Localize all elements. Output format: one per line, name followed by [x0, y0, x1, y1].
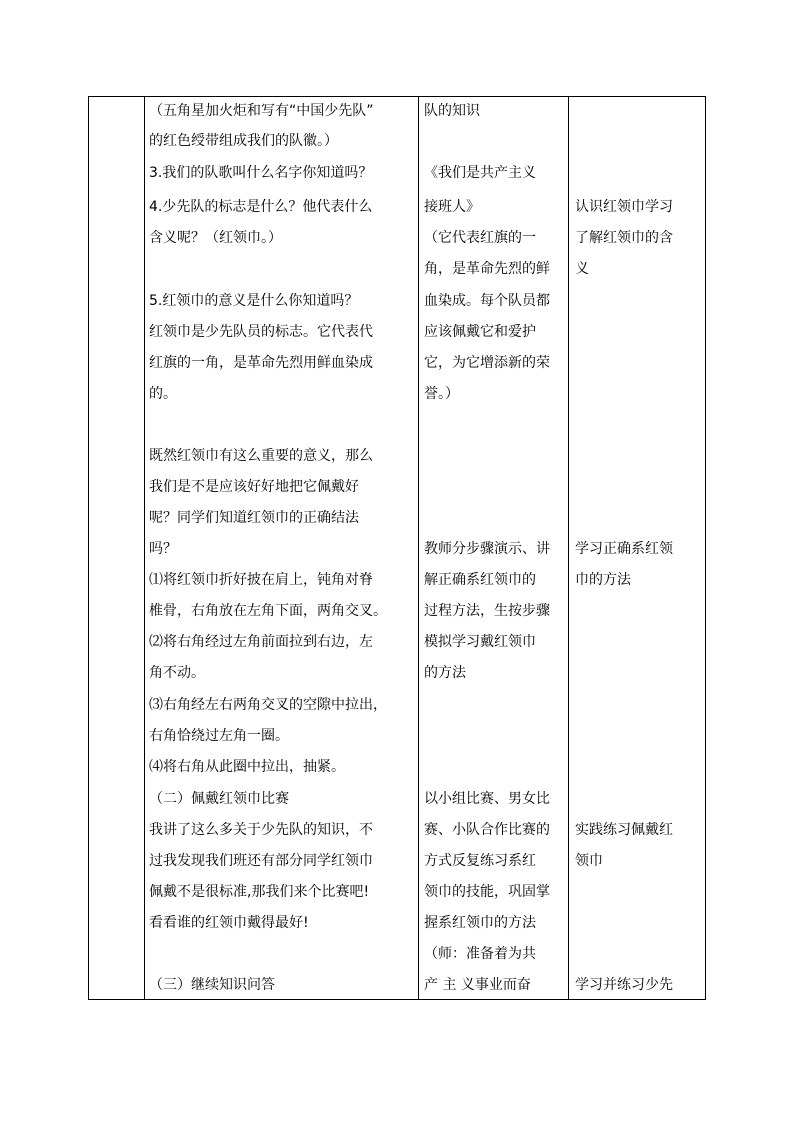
- content-line: 领巾的技能，巩固掌: [424, 884, 550, 900]
- content-line: 红旗的一角，是革命先烈用鲜血染成: [149, 355, 373, 371]
- content-line: 方式反复练习系红: [424, 853, 536, 869]
- content-line: 以小组比赛、男女比: [424, 791, 550, 807]
- content-line: 领巾: [575, 853, 603, 869]
- teaching-content-column: [145, 97, 418, 999]
- content-line: 义: [575, 261, 589, 277]
- content-line: 看看谁的红领巾戴得最好!: [149, 915, 309, 931]
- content-line: 解正确系红领巾的: [424, 572, 536, 588]
- content-line: 巾的方法: [575, 572, 631, 588]
- content-line: 《我们是共产主义: [424, 165, 536, 181]
- content-line: 学习正确系红领: [575, 541, 673, 557]
- section-heading: （三）继续知识问答: [149, 977, 275, 993]
- section-heading: （二）佩戴红领巾比赛: [149, 791, 289, 807]
- content-line: 吗？: [149, 541, 177, 557]
- content-line: 教师分步骤演示、讲: [424, 541, 550, 557]
- content-line: 接班人》: [424, 199, 480, 215]
- content-line: （五角星加火炬和写有“中国少先队”: [149, 103, 374, 119]
- content-line: 队的知识: [424, 103, 480, 119]
- content-line: ⑷将右角从此圈中拉出，抽紧。: [149, 759, 345, 775]
- content-line: 认识红领巾学习: [575, 199, 673, 215]
- content-line: 握系红领巾的方法: [424, 915, 536, 931]
- content-line: 它，为它增添新的荣: [424, 355, 550, 371]
- content-line: 我讲了这么多关于少先队的知识，不: [149, 822, 373, 838]
- content-line: 右角恰绕过左角一圈。: [149, 728, 289, 744]
- content-line: 实践练习佩戴红: [575, 822, 673, 838]
- content-line: （它代表红旗的一: [424, 230, 536, 246]
- teacher-activity-column: [419, 97, 568, 999]
- content-line: ⑶右角经左右两角交叉的空隙中拉出，: [149, 697, 387, 713]
- content-line: ⑵将右角经过左角前面拉到右边，左: [149, 634, 373, 650]
- content-line: 的。: [149, 386, 177, 402]
- design-intent-column: [569, 97, 706, 999]
- content-line: 3.我们的队歌叫什么名字你知道吗？: [149, 165, 373, 181]
- content-line: 的方法: [424, 665, 466, 681]
- content-line: 呢？同学们知道红领巾的正确结法: [149, 510, 359, 526]
- content-line: 椎骨，右角放在左角下面，两角交叉。: [149, 603, 387, 619]
- content-line: 既然红领巾有这么重要的意义，那么: [149, 448, 373, 464]
- content-line: 产 主 义事业而奋: [424, 977, 531, 993]
- lesson-plan-table: [88, 96, 706, 1000]
- content-line: 过程方法，生按步骤: [424, 603, 550, 619]
- content-line: 赛、小队合作比赛的: [424, 822, 550, 838]
- column-1-cell: [89, 97, 144, 999]
- content-line: 角不动。: [149, 665, 205, 681]
- content-line: 的红色绶带组成我们的队徽。）: [149, 133, 338, 149]
- content-line: 过我发现我们班还有部分同学红领巾: [149, 853, 373, 869]
- content-line: 角，是革命先烈的鲜: [424, 261, 550, 277]
- content-line: 血染成。每个队员都: [424, 293, 550, 309]
- content-line: （师：准备着为共: [424, 946, 536, 962]
- content-line: 5.红领巾的意义是什么你知道吗？: [149, 293, 359, 309]
- content-line: 我们是不是应该好好地把它佩戴好: [149, 479, 359, 495]
- content-line: 应该佩戴它和爱护: [424, 324, 536, 340]
- content-line: 了解红领巾的含: [575, 230, 673, 246]
- content-line: 模拟学习戴红领巾: [424, 634, 536, 650]
- content-line: 4.少先队的标志是什么？他代表什么: [149, 199, 373, 215]
- content-line: 誉。）: [424, 386, 459, 402]
- content-line: 学习并练习少先: [575, 977, 673, 993]
- content-line: 含义呢？（红领巾。）: [149, 230, 282, 246]
- content-line: ⑴将红领巾折好披在肩上，钝角对脊: [149, 572, 373, 588]
- content-line: 红领巾是少先队员的标志。它代表代: [149, 324, 373, 340]
- content-line: 佩戴不是很标准,那我们来个比赛吧!: [149, 884, 370, 900]
